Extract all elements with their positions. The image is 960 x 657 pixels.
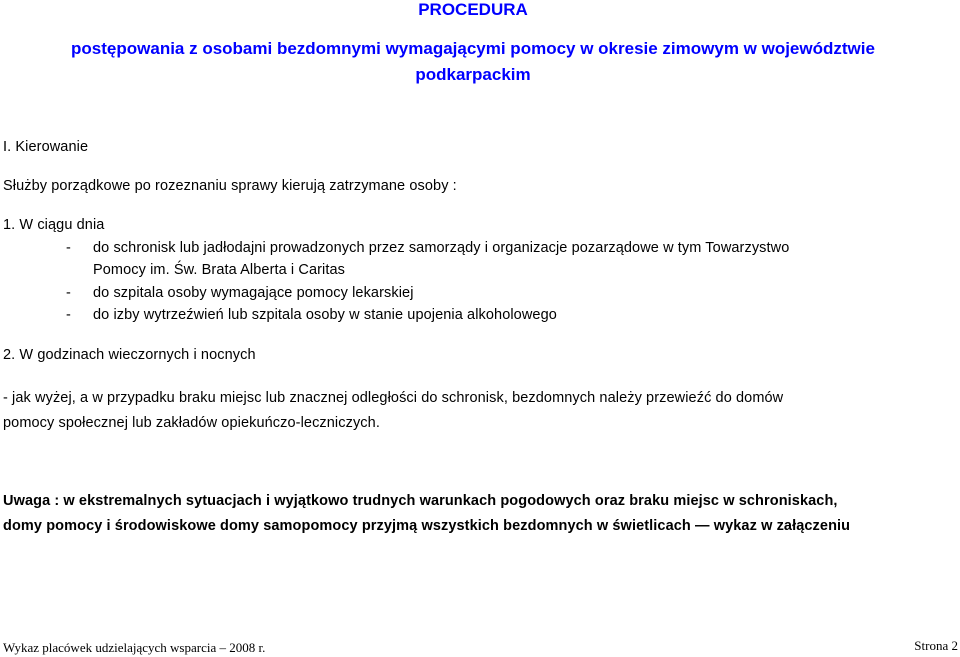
list-item-text: do schronisk lub jadłodajni prowadzonych przez samorządy i organizacje pozarządowe w tym Towarzystwo (93, 240, 790, 256)
section-heading: I. Kierowanie (3, 139, 89, 155)
evening-label: 2. W godzinach wieczornych i nocnych (3, 347, 256, 363)
note-line-1: Uwaga : w ekstremalnych sytuacjach i wyjątkowo trudnych warunkach pogodowych oraz braku miejsc w schroniskach, (3, 493, 838, 509)
list-item-dash: - (66, 307, 71, 323)
document-subtitle (0, 36, 946, 88)
evening-text-line-1: - jak wyżej, a w przypadku braku miejsc lub znacznej odległości do schronisk, bezdomnych należy przewieźć do domów (3, 390, 784, 406)
subtitle-line-2: podkarpackim (415, 65, 531, 84)
list-item-text: do izby wytrzeźwień lub szpitala osoby w stanie upojenia alkoholowego (93, 307, 557, 323)
list-item-dash: - (66, 285, 71, 301)
page-number: Strona 2 (914, 638, 958, 653)
footer-left: Wykaz placówek udzielających wsparcia – 2008 r. (3, 640, 266, 655)
note-line-2: domy pomocy i środowiskowe domy samopomocy przyjmą wszystkich bezdomnych w świetlicach — wykaz w załączeniu (3, 518, 851, 534)
list-item-text-continued: Pomocy im. Św. Brata Alberta i Caritas (93, 262, 345, 278)
evening-text-line-2: pomocy społecznej lub zakładów opiekuńczo-leczniczych. (3, 415, 380, 431)
document-title: PROCEDURA (418, 0, 528, 19)
day-label: 1. W ciągu dnia (3, 217, 105, 233)
list-item-dash: - (66, 240, 71, 256)
list-item-text: do szpitala osoby wymagające pomocy lekarskiej (93, 285, 414, 301)
section-intro: Służby porządkowe po rozeznaniu sprawy kierują zatrzymane osoby : (3, 178, 457, 194)
subtitle-line-1: postępowania z osobami bezdomnymi wymagającymi pomocy w okresie zimowym w województwie (71, 39, 875, 58)
